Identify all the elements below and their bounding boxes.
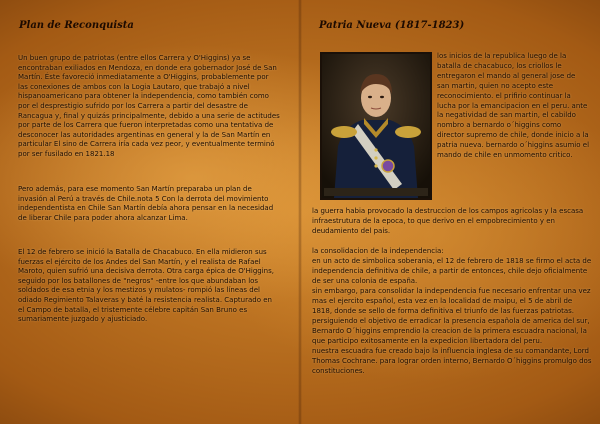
section-title-patria-nueva: Patria Nueva (1817-1823) — [319, 20, 465, 31]
main-text-block — [312, 206, 592, 376]
section-title-plan-de-reconquista: Plan de Reconquista — [19, 20, 134, 31]
text-line: la consolidacion de la independencia: — [312, 247, 444, 255]
text-line: la guerra habia provocado la destruccion de los campos agricolas y la escasa infraestrutura de la epoca, to que derivo en el empobrecimiento y en deudamiento del pais. — [312, 207, 584, 235]
paragraph: Pero además, para ese momento San Martín preparaba un plan de invasión al Perú a través de Chile.nota 5 Con la derrota del movimiento independentista en Chile San Martín debía ahora pensar en la necesidad de liberar Chile para poder ahora alcanzar Lima. — [18, 185, 274, 222]
text-line: persiguiendo el objetivo de erradicar la presencia española de america del sur, Bernardo O´higgins emprendio la creacion de la primera escuadra nacional, la que participo exitosamente en la expedicion libertadora del peru. — [312, 317, 590, 345]
right-page — [300, 0, 600, 424]
text-line: sin embargo, para consolidar la independencia fue necesario enfrentar una vez mas el ejercito español, esta vez en la localidad de maipu, el 5 de abril de 1818, donde se sello de forma definitiva el triunfo de las fuerzas patriotas. — [312, 287, 591, 315]
portrait-image — [320, 52, 432, 200]
side-paragraph: los inicios de la republica luego de la batalla de chacabuco, los criollos le entregaron el mando al general jose de san martin, quien no acepto este reconocimiento. el prifirio continuar la lucha por la emancipacion en el peru. ante la negatividad de san martin, el cabildo nombro a bernardo o´higgins como director supremo de chile, donde inicio a la patria nueva. bernardo o´higgins asumio el mando de chile en unmomento critico. — [437, 52, 590, 160]
portrait-drawing — [322, 54, 430, 198]
text-line: en un acto de simbolica soberania, el 12 de febrero de 1818 se firmo el acta de independencia definitiva de chile, a partir de entonces, chile dejo oficialmente de ser una colonia de españa. — [312, 257, 592, 285]
paragraph: Un buen grupo de patriotas (entre ellos Carrera y O'Higgins) ya se encontraban exiliados en Mendoza, en donde era gobernador José de San Martín. Éste favoreció inmediatamente a O'Higgins, probablemente por las conexiones de ambos con la Logia Lautaro, que trabajó a nivel hispanoamericano para obtener la independencia, como también como por el desprestigio sufrido por los Carrera a partir del desastre de Rancagua y, final y quizás principalmente, debido a una serie de actitudes por parte de los Carrera que fueron interpretadas como una tentativa de desconocer las autoridades argentinas en general y la de San Martín en particular El sino de Carrera iría cada vez peor, y eventualmente terminó por ser fusilado en 1821.18 — [18, 54, 280, 158]
paragraph: El 12 de febrero se inició la Batalla de Chacabuco. En ella midieron sus fuerzas el ejército de los Andes del San Martín, y el realista de Rafael Maroto, quien sufrió una decisiva derrota. Otra carga épica de O'Higgins, seguido por los batallones de "negros" -entre los que abundaban los soldados de esa etnia y los mestizos y mulatos- rompió las líneas del odiado Regimiento Talaveras y baté la resistencia realista. Capturado en el Campo de batalla, el tristemente célebre capitán San Bruno es sumariamente juzgado y ajusticiado. — [18, 248, 274, 324]
text-line: nuestra escuadra fue creado bajo la influencia inglesa de su comandante, Lord Thomas Cochrane. para lograr orden interno, Bernardo O´higgins promulgo dos constituciones. — [312, 347, 592, 375]
text-line — [312, 236, 592, 246]
